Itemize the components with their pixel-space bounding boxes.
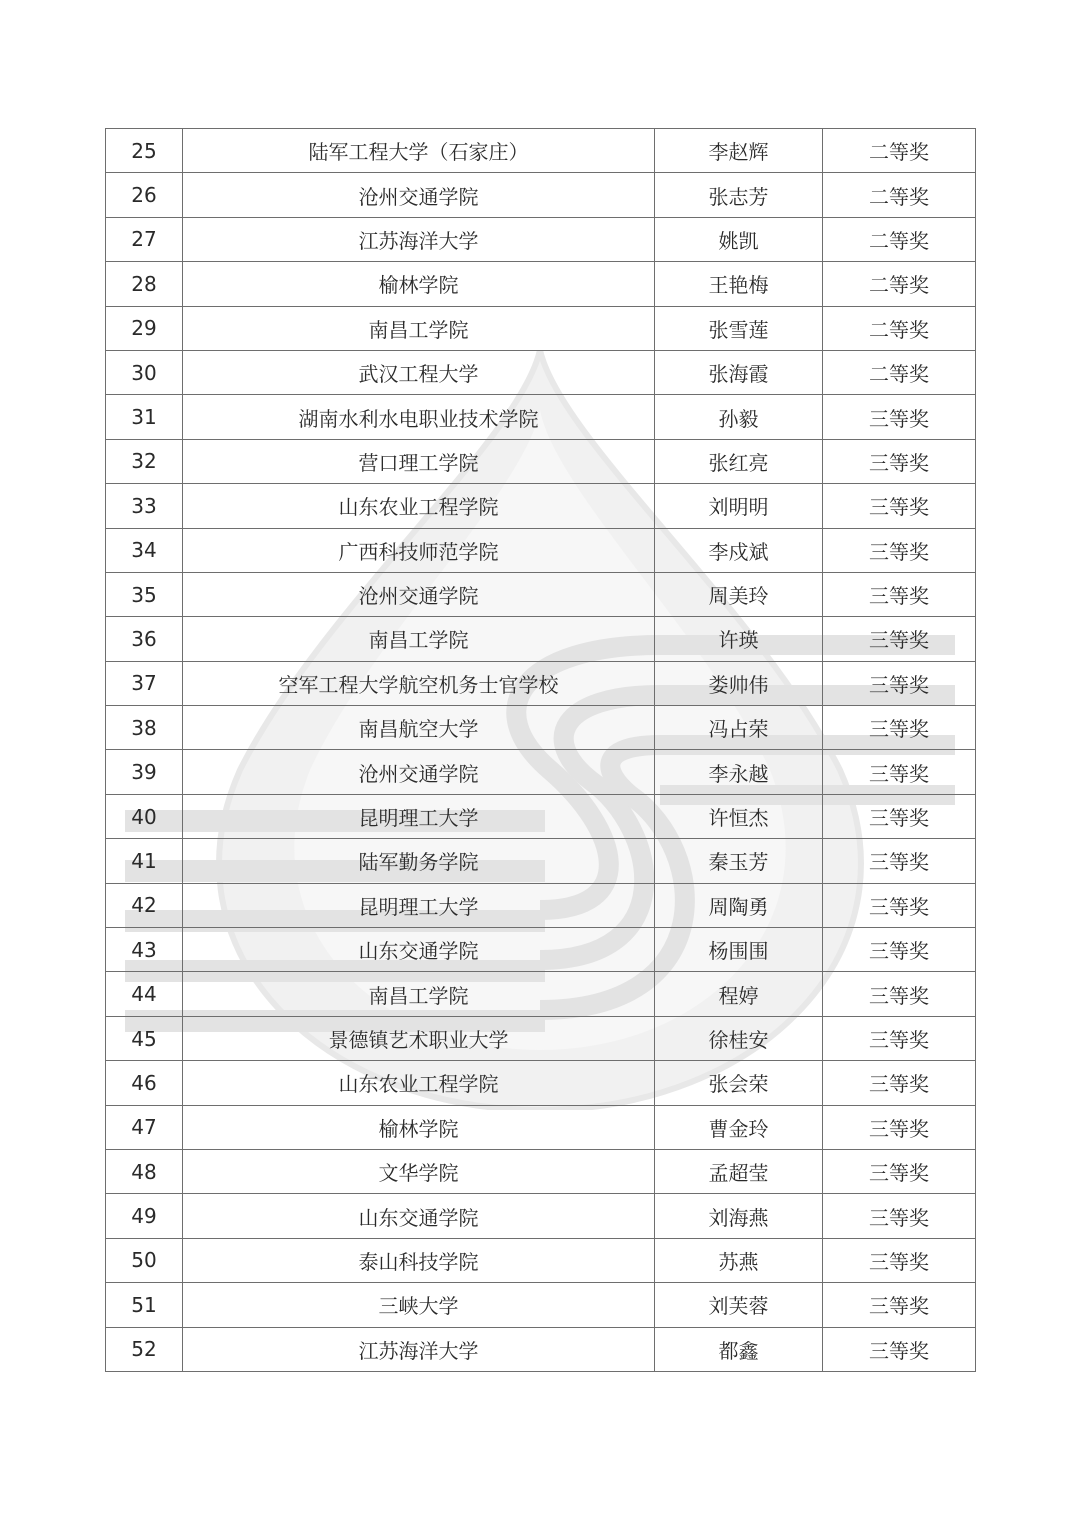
award-level-cell: 二等奖	[823, 129, 976, 173]
table-row	[106, 839, 976, 883]
winner-name-cell: 娄帅伟	[655, 661, 823, 705]
winner-name-cell: 张会荣	[655, 1061, 823, 1105]
award-level-cell: 三等奖	[823, 1194, 976, 1238]
table-row	[106, 1327, 976, 1371]
table-row	[106, 439, 976, 483]
winner-name-cell: 杨围围	[655, 928, 823, 972]
school-cell: 南昌工学院	[183, 617, 655, 661]
school-cell: 三峡大学	[183, 1283, 655, 1327]
school-cell: 武汉工程大学	[183, 350, 655, 394]
school-cell: 沧州交通学院	[183, 173, 655, 217]
award-level-cell: 二等奖	[823, 173, 976, 217]
school-cell: 南昌工学院	[183, 972, 655, 1016]
row-number-cell: 37	[106, 661, 183, 705]
table-row	[106, 1016, 976, 1060]
winner-name-cell: 周陶勇	[655, 883, 823, 927]
award-level-cell: 三等奖	[823, 528, 976, 572]
award-level-cell: 三等奖	[823, 1327, 976, 1371]
school-cell: 泰山科技学院	[183, 1238, 655, 1282]
table-row	[106, 306, 976, 350]
table-row	[106, 262, 976, 306]
winner-name-cell: 苏燕	[655, 1238, 823, 1282]
winner-name-cell: 李赵辉	[655, 129, 823, 173]
award-level-cell: 三等奖	[823, 617, 976, 661]
row-number-cell: 27	[106, 217, 183, 261]
award-level-cell: 三等奖	[823, 706, 976, 750]
winner-name-cell: 秦玉芳	[655, 839, 823, 883]
row-number-cell: 49	[106, 1194, 183, 1238]
award-level-cell: 三等奖	[823, 661, 976, 705]
school-cell: 陆军勤务学院	[183, 839, 655, 883]
award-level-cell: 三等奖	[823, 750, 976, 794]
award-level-cell: 三等奖	[823, 1149, 976, 1193]
school-cell: 营口理工学院	[183, 439, 655, 483]
table-row	[106, 528, 976, 572]
award-level-cell: 三等奖	[823, 572, 976, 616]
row-number-cell: 30	[106, 350, 183, 394]
school-cell: 南昌工学院	[183, 306, 655, 350]
table-row	[106, 883, 976, 927]
row-number-cell: 46	[106, 1061, 183, 1105]
row-number-cell: 39	[106, 750, 183, 794]
table-row	[106, 794, 976, 838]
winner-name-cell: 李戍斌	[655, 528, 823, 572]
table-row	[106, 1105, 976, 1149]
winner-name-cell: 刘芙蓉	[655, 1283, 823, 1327]
school-cell: 榆林学院	[183, 262, 655, 306]
award-table-body	[106, 129, 976, 1372]
table-row	[106, 617, 976, 661]
award-level-cell: 三等奖	[823, 794, 976, 838]
row-number-cell: 38	[106, 706, 183, 750]
row-number-cell: 28	[106, 262, 183, 306]
winner-name-cell: 刘海燕	[655, 1194, 823, 1238]
winner-name-cell: 张海霞	[655, 350, 823, 394]
winner-name-cell: 孙毅	[655, 395, 823, 439]
row-number-cell: 50	[106, 1238, 183, 1282]
award-level-cell: 三等奖	[823, 928, 976, 972]
winner-name-cell: 程婷	[655, 972, 823, 1016]
table-row	[106, 129, 976, 173]
award-level-cell: 三等奖	[823, 439, 976, 483]
row-number-cell: 41	[106, 839, 183, 883]
winner-name-cell: 曹金玲	[655, 1105, 823, 1149]
table-row	[106, 350, 976, 394]
row-number-cell: 40	[106, 794, 183, 838]
award-level-cell: 三等奖	[823, 1283, 976, 1327]
school-cell: 沧州交通学院	[183, 572, 655, 616]
winner-name-cell: 张志芳	[655, 173, 823, 217]
row-number-cell: 51	[106, 1283, 183, 1327]
row-number-cell: 26	[106, 173, 183, 217]
award-level-cell: 三等奖	[823, 1105, 976, 1149]
table-row	[106, 173, 976, 217]
table-row	[106, 572, 976, 616]
table-row	[106, 661, 976, 705]
school-cell: 昆明理工大学	[183, 794, 655, 838]
award-level-cell: 二等奖	[823, 350, 976, 394]
row-number-cell: 29	[106, 306, 183, 350]
table-row	[106, 1238, 976, 1282]
award-level-cell: 三等奖	[823, 1061, 976, 1105]
table-row	[106, 750, 976, 794]
row-number-cell: 45	[106, 1016, 183, 1060]
award-level-cell: 二等奖	[823, 306, 976, 350]
winner-name-cell: 张红亮	[655, 439, 823, 483]
school-cell: 陆军工程大学（石家庄）	[183, 129, 655, 173]
table-row	[106, 1149, 976, 1193]
table-row	[106, 1283, 976, 1327]
row-number-cell: 34	[106, 528, 183, 572]
table-row	[106, 706, 976, 750]
table-row	[106, 484, 976, 528]
table-row	[106, 1194, 976, 1238]
school-cell: 山东交通学院	[183, 928, 655, 972]
school-cell: 山东农业工程学院	[183, 484, 655, 528]
winner-name-cell: 周美玲	[655, 572, 823, 616]
award-level-cell: 二等奖	[823, 262, 976, 306]
winner-name-cell: 都鑫	[655, 1327, 823, 1371]
winner-name-cell: 张雪莲	[655, 306, 823, 350]
table-row	[106, 972, 976, 1016]
award-level-cell: 三等奖	[823, 395, 976, 439]
school-cell: 昆明理工大学	[183, 883, 655, 927]
row-number-cell: 44	[106, 972, 183, 1016]
school-cell: 沧州交通学院	[183, 750, 655, 794]
school-cell: 榆林学院	[183, 1105, 655, 1149]
row-number-cell: 33	[106, 484, 183, 528]
winner-name-cell: 姚凯	[655, 217, 823, 261]
award-level-cell: 三等奖	[823, 883, 976, 927]
winner-name-cell: 徐桂安	[655, 1016, 823, 1060]
winner-name-cell: 许瑛	[655, 617, 823, 661]
award-level-cell: 三等奖	[823, 972, 976, 1016]
school-cell: 南昌航空大学	[183, 706, 655, 750]
row-number-cell: 42	[106, 883, 183, 927]
school-cell: 湖南水利水电职业技术学院	[183, 395, 655, 439]
row-number-cell: 31	[106, 395, 183, 439]
row-number-cell: 35	[106, 572, 183, 616]
award-level-cell: 二等奖	[823, 217, 976, 261]
winner-name-cell: 冯占荣	[655, 706, 823, 750]
row-number-cell: 32	[106, 439, 183, 483]
award-table	[105, 128, 976, 1372]
row-number-cell: 36	[106, 617, 183, 661]
award-level-cell: 三等奖	[823, 1238, 976, 1282]
award-level-cell: 三等奖	[823, 839, 976, 883]
row-number-cell: 48	[106, 1149, 183, 1193]
school-cell: 广西科技师范学院	[183, 528, 655, 572]
school-cell: 江苏海洋大学	[183, 1327, 655, 1371]
row-number-cell: 52	[106, 1327, 183, 1371]
winner-name-cell: 李永越	[655, 750, 823, 794]
row-number-cell: 47	[106, 1105, 183, 1149]
row-number-cell: 25	[106, 129, 183, 173]
winner-name-cell: 许恒杰	[655, 794, 823, 838]
school-cell: 江苏海洋大学	[183, 217, 655, 261]
table-row	[106, 1061, 976, 1105]
table-row	[106, 928, 976, 972]
winner-name-cell: 孟超莹	[655, 1149, 823, 1193]
school-cell: 文华学院	[183, 1149, 655, 1193]
winner-name-cell: 刘明明	[655, 484, 823, 528]
school-cell: 山东农业工程学院	[183, 1061, 655, 1105]
table-row	[106, 217, 976, 261]
school-cell: 空军工程大学航空机务士官学校	[183, 661, 655, 705]
row-number-cell: 43	[106, 928, 183, 972]
school-cell: 山东交通学院	[183, 1194, 655, 1238]
table-row	[106, 395, 976, 439]
winner-name-cell: 王艳梅	[655, 262, 823, 306]
school-cell: 景德镇艺术职业大学	[183, 1016, 655, 1060]
award-level-cell: 三等奖	[823, 484, 976, 528]
award-level-cell: 三等奖	[823, 1016, 976, 1060]
